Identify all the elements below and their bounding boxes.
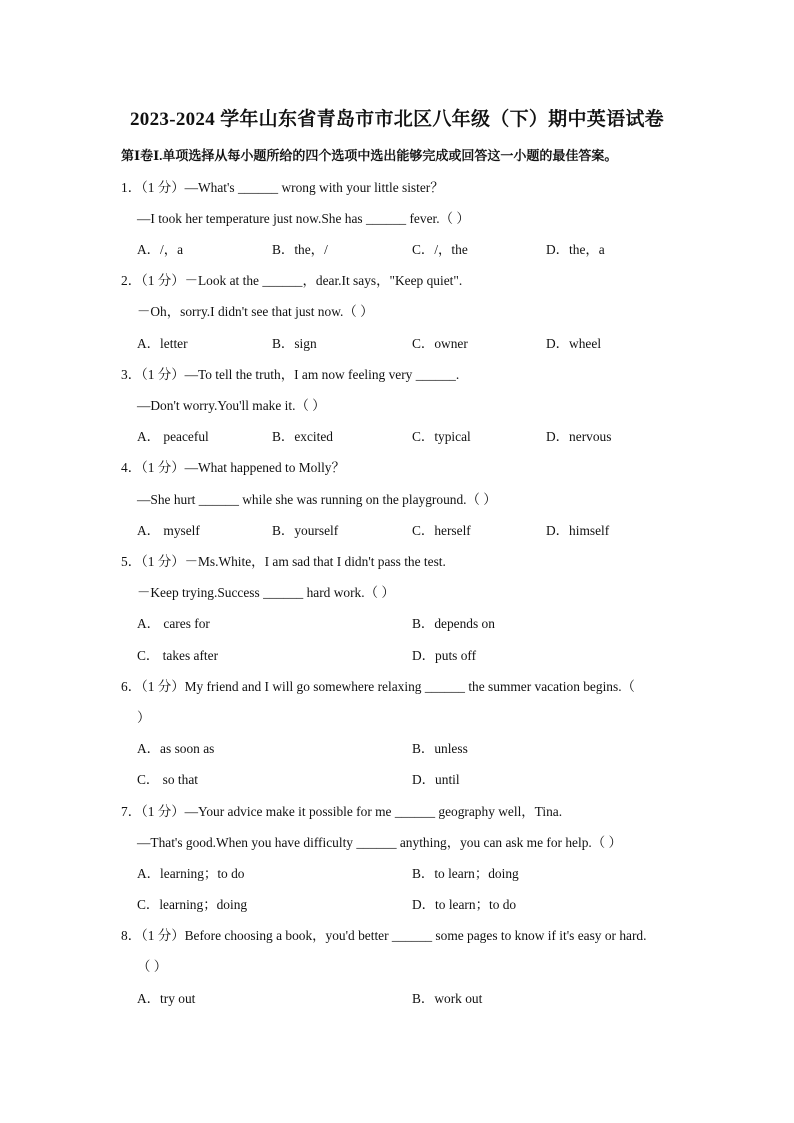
question-2-option-a: A．letter <box>137 336 188 351</box>
question-3-line-2: —Don't worry.You'll make it.（ ） <box>137 398 326 413</box>
question-6-line-1: 6．（1 分）My friend and I will go somewhere relaxing ______ the summer vacation begins.（ <box>121 679 635 694</box>
question-1-option-b: B．the，/ <box>272 242 328 257</box>
question-6-line-2: ） <box>137 710 151 725</box>
question-5-option-d: D．puts off <box>412 648 477 663</box>
question-7-line-2: —That's good.When you have difficulty ______ anything，you can ask me for help.（ ） <box>137 835 622 850</box>
question-5-option-a: A． cares for <box>137 616 210 631</box>
question-4-line-1: 4．（1 分）—What happened to Molly？ <box>121 460 345 475</box>
question-3-line-1: 3．（1 分）—To tell the truth，I am now feeling very ______. <box>121 367 460 382</box>
section-instruction: 第Ⅰ卷Ⅰ.单项选择从每小题所给的四个选项中选出能够完成或回答这一小题的最佳答案。 <box>121 148 618 163</box>
question-1-line-2: —I took her temperature just now.She has ______ fever.（ ） <box>137 211 470 226</box>
question-1-option-d: D．the，a <box>546 242 605 257</box>
question-2-option-b: B．sign <box>272 336 317 351</box>
question-8-line-1: 8．（1 分）Before choosing a book，you'd better ______ some pages to know if it's easy or hard. <box>121 928 647 943</box>
question-3-option-d: D．nervous <box>546 429 612 444</box>
question-5-option-b: B．depends on <box>412 616 495 631</box>
question-1-option-c: C．/，the <box>412 242 468 257</box>
question-4-option-a: A． myself <box>137 523 200 538</box>
question-5-line-2: －Keep trying.Success ______ hard work.（ ） <box>137 585 395 600</box>
question-7-option-b: B．to learn；doing <box>412 866 519 881</box>
question-7-option-c: C．learning；doing <box>137 897 248 912</box>
question-8-option-b: B．work out <box>412 991 483 1006</box>
question-4-line-2: —She hurt ______ while she was running on the playground.（ ） <box>137 492 497 507</box>
question-7-option-d: D．to learn；to do <box>412 897 517 912</box>
question-1-option-a: A．/，a <box>137 242 184 257</box>
question-4-option-c: C．herself <box>412 523 471 538</box>
question-7-line-1: 7．（1 分）—Your advice make it possible for me ______ geography well，Tina. <box>121 804 563 819</box>
question-7-option-a: A．learning；to do <box>137 866 245 881</box>
question-6-option-d: D．until <box>412 772 460 787</box>
question-2-line-1: 2．（1 分）－Look at the ______，dear.It says，"Keep quiet". <box>121 273 463 288</box>
question-2-option-c: C．owner <box>412 336 468 351</box>
question-4-option-d: D．himself <box>546 523 610 538</box>
question-6-option-a: A．as soon as <box>137 741 215 756</box>
question-3-option-b: B．excited <box>272 429 333 444</box>
question-8-option-a: A．try out <box>137 991 196 1006</box>
question-5-option-c: C． takes after <box>137 648 219 663</box>
question-6-option-b: B．unless <box>412 741 468 756</box>
question-2-option-d: D．wheel <box>546 336 602 351</box>
question-2-line-2: －Oh，sorry.I didn't see that just now.（ ） <box>137 304 374 319</box>
question-3-option-a: A． peaceful <box>137 429 209 444</box>
question-6-option-c: C． so that <box>137 772 199 787</box>
exam-title: 2023-2024 学年山东省青岛市市北区八年级（下）期中英语试卷 <box>130 109 664 130</box>
question-5-line-1: 5．（1 分）－Ms.White，I am sad that I didn't pass the test. <box>121 554 446 569</box>
question-4-option-b: B．yourself <box>272 523 339 538</box>
question-8-line-2: （ ） <box>137 959 168 974</box>
question-3-option-c: C．typical <box>412 429 471 444</box>
question-1-line-1: 1．（1 分）—What's ______ wrong with your little sister？ <box>121 180 444 195</box>
